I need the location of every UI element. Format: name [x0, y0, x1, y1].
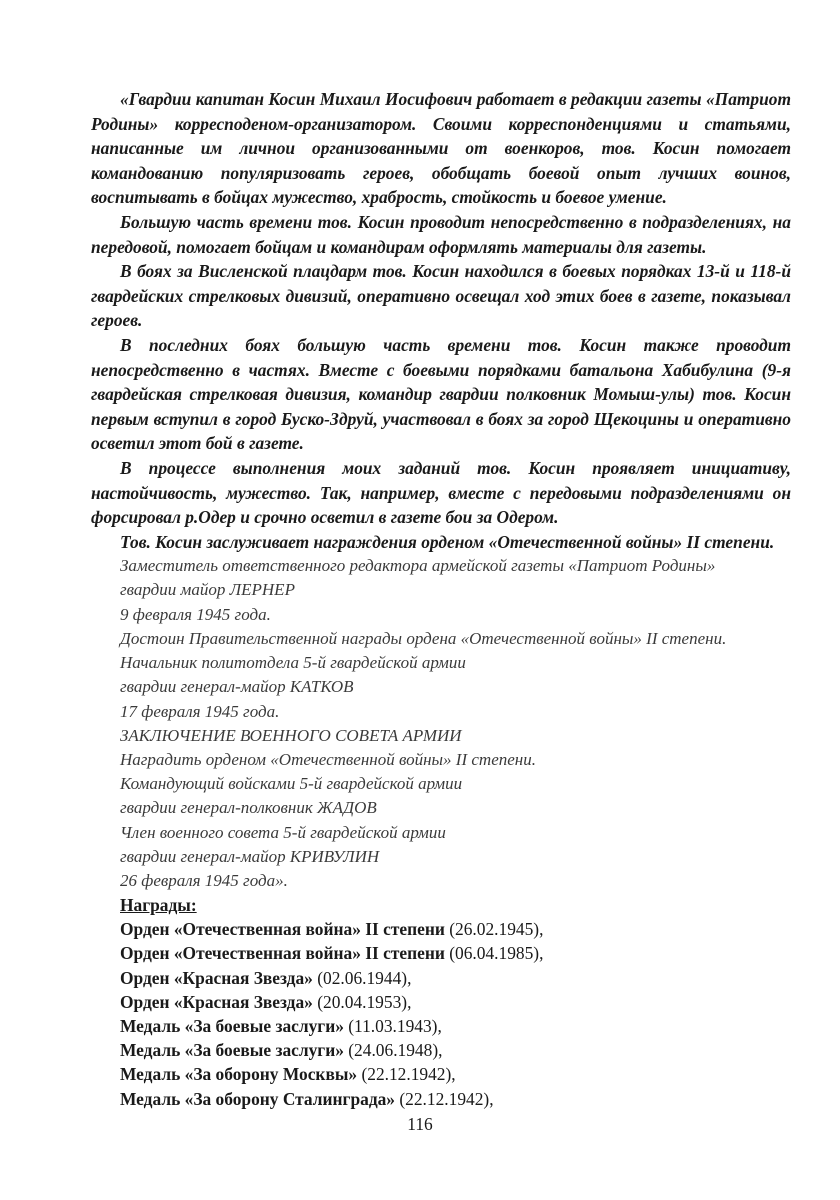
- citation-paragraph: «Гвардии капитан Косин Михаил Иосифович работает в редакции газеты «Патриот Родины» корресподеном-организатором. Своими корреспонденциями и статьями, написанные им личнои организованными от военкоров, тов. Косин помогает командованию популяризовать героев, обобщать боевой опыт лучших воинов, воспитывать в бойцах мужество, храбрость, стойкость и боевое умение.: [91, 89, 791, 208]
- award-item: [120, 966, 800, 990]
- signature-line: Член военного совета 5-й гвардейской армии: [120, 822, 446, 842]
- page-number: 116: [407, 1114, 433, 1134]
- award-name: Медаль «За оборону Сталинграда»: [120, 1088, 396, 1109]
- signature-line: гвардии майор ЛЕРНЕР: [120, 580, 295, 600]
- award-item: [120, 1014, 800, 1038]
- signature-line: Достоин Правительственной награды ордена «Отечественной войны» II степени.: [120, 628, 727, 648]
- award-citation-text: [91, 87, 791, 893]
- award-name: Орден «Отечественная война» II степени: [120, 943, 445, 964]
- signature-block: [91, 554, 791, 893]
- award-item: [120, 1087, 800, 1111]
- recommendation-line: Тов. Косин заслуживает награждения орденом «Отечественной войны» II степени.: [120, 531, 775, 552]
- award-date: (22.12.1942),: [395, 1088, 494, 1109]
- award-date: (20.04.1953),: [312, 991, 412, 1012]
- signature-line: гвардии генерал-полковник ЖАДОВ: [120, 798, 377, 818]
- award-item: [120, 990, 800, 1014]
- award-name: Медаль «За оборону Москвы»: [120, 1064, 358, 1085]
- award-date: (26.02.1945),: [444, 919, 544, 940]
- signature-line: Начальник политотдела 5-й гвардейской армии: [120, 653, 466, 673]
- award-item: [120, 941, 800, 965]
- award-date: (02.06.1944),: [312, 967, 412, 988]
- citation-paragraph: В процессе выполнения моих заданий тов. Косин проявляет инициативу, настойчивость, мужество. Так, например, вместе с передовыми подразделениями он форсировал р.Одер и срочно осветил в газете бои за Одером.: [91, 457, 791, 528]
- signature-line: Наградить орденом «Отечественной войны» II степени.: [120, 749, 536, 769]
- signature-line: 9 февраля 1945 года.: [120, 604, 271, 624]
- citation-paragraph: Большую часть времени тов. Косин проводит непосредственно в подразделениях, на передовой, помогает бойцам и командирам оформлять материалы для газеты.: [91, 211, 791, 257]
- signature-line: Заместитель ответственного редактора армейской газеты «Патриот Родины»: [120, 556, 716, 576]
- award-name: Орден «Красная Звезда»: [120, 991, 313, 1012]
- signature-line: 26 февраля 1945 года».: [120, 870, 288, 890]
- signature-line: Командующий войсками 5-й гвардейской армии: [120, 774, 463, 794]
- award-date: (22.12.1942),: [357, 1064, 456, 1085]
- award-date: (06.04.1985),: [444, 943, 544, 964]
- award-item: [120, 917, 800, 941]
- award-date: (11.03.1943),: [343, 1016, 442, 1037]
- award-name: Орден «Красная Звезда»: [120, 967, 313, 988]
- award-name: Медаль «За боевые заслуги»: [120, 1040, 344, 1061]
- signature-line: ЗАКЛЮЧЕНИЕ ВОЕННОГО СОВЕТА АРМИИ: [120, 725, 462, 745]
- award-item: [120, 1038, 800, 1062]
- award-date: (24.06.1948),: [343, 1040, 443, 1061]
- citation-paragraph: В последних боях большую часть времени тов. Косин также проводит непосредственно в частях. Вместе с боевыми порядками батальона Хабибулина (9-я гвардейская стрелковая дивизия, командир гвардии полковник Момыш-улы) тов. Косин первым вступил в город Буско-Здруй, участвовал в боях за город Щекоцины и оперативно осветил этот бой в газете.: [91, 334, 791, 454]
- signature-line: гвардии генерал-майор КАТКОВ: [120, 677, 354, 697]
- award-name: Орден «Отечественная война» II степени: [120, 919, 445, 940]
- award-name: Медаль «За боевые заслуги»: [120, 1016, 344, 1037]
- award-item: [120, 1062, 800, 1086]
- citation-paragraph: В боях за Висленской плацдарм тов. Косин находился в боевых порядках 13-й и 118-й гвардейских стрелковых дивизий, оперативно освещал ход этих боев в газете, показывал героев.: [91, 261, 791, 331]
- awards-heading: Награды:: [120, 895, 197, 915]
- awards-list: [120, 893, 800, 1111]
- signature-line: гвардии генерал-майор КРИВУЛИН: [120, 846, 380, 866]
- signature-line: 17 февраля 1945 года.: [120, 701, 280, 721]
